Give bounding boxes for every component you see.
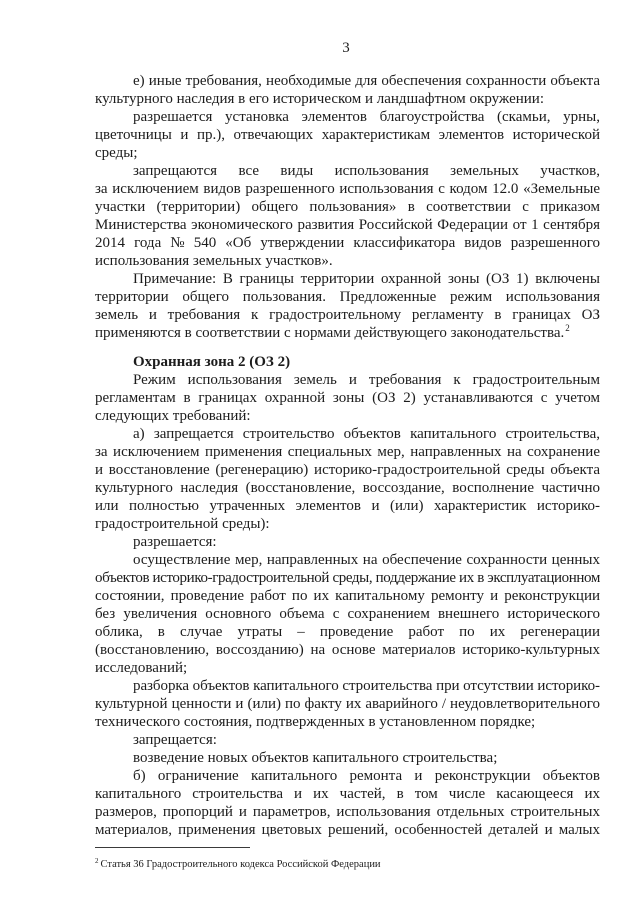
paragraph-note [95, 270, 600, 342]
text-line: применяются в соответствии с нормами действующего законодательства.$^2$ [95, 323, 570, 341]
paragraph-new-construction [95, 749, 600, 767]
text-line: разрешается установка элементов благоустройства (скамьи, урны, [133, 109, 600, 125]
section-heading: Охранная зона 2 (ОЗ 2) [133, 354, 291, 370]
text-line: без увеличения основного объема с сохранением внешнего исторического [95, 606, 600, 622]
footnote-divider [95, 847, 250, 848]
footnote [95, 858, 381, 872]
text-line: градостроительной среды): [95, 516, 270, 532]
text-line: размеров, пропорций и параметров, использования отдельных строительных [95, 804, 600, 820]
text-line: за исключением применения специальных мер, направленных на сохранение [95, 444, 600, 460]
text-line: запрещается: [133, 732, 217, 748]
text-line: объектов историко-градостроительной среды, поддержание их в эксплуатационном [95, 570, 600, 586]
text-line: культурного наследия (восстановление, воссоздание, восполнение частично [95, 480, 600, 496]
paragraph-allowed-label [95, 533, 600, 551]
text-line: б) ограничение капитального ремонта и реконструкции объектов [133, 768, 600, 784]
page-number: 3 [342, 40, 350, 56]
text-line: среды; [95, 145, 138, 161]
paragraph-other-requirements [95, 72, 600, 108]
text-line: капитального строительства и их частей, в том числе касающееся их [95, 786, 600, 802]
text-line: исследований; [95, 660, 188, 676]
text-line: технического состояния, подтвержденных в установленном порядке; [95, 714, 536, 730]
text-line: территории общего пользования. Предложенные режим использования [95, 289, 600, 305]
text-line: земель и требования к градостроительному регламенту в границах ОЗ [95, 307, 600, 323]
body-text [95, 72, 600, 839]
footnote-marker: 2 [95, 857, 99, 865]
paragraph-preservation-measures [95, 551, 600, 677]
text-line: запрещаются все виды использования земельных участков, [133, 163, 600, 179]
paragraph-demolition [95, 677, 600, 731]
footnote-text: Статья 36 Градостроительного кодекса Российской Федерации [100, 859, 381, 870]
text-line: 2014 года № 540 «Об утверждении классификатора видов разрешенного [95, 235, 600, 251]
text-line: облика, в случае утраты – проведение работ по их регенерации [95, 624, 600, 640]
text-line: культурного наследия в его историческом и ландшафтном окружении: [95, 91, 544, 107]
text-line: и восстановление (регенерацию) историко-градостроительной среды объекта [95, 462, 600, 478]
text-line: Министерства экономического развития Российской Федерации от 1 сентября [95, 217, 600, 233]
text-line: использования земельных участков». [95, 253, 333, 269]
text-line: разрешается: [133, 534, 217, 550]
footnote-reference: 2 [565, 323, 570, 333]
text-line: участки (территории) общего пользования» в соответствии с приказом [95, 199, 600, 215]
text-line: разборка объектов капитального строительства при отсутствии историко- [133, 678, 600, 694]
text-line: е) иные требования, необходимые для обеспечения сохранности объекта [133, 73, 600, 89]
text-line: культурной ценности и (или) по факту их аварийного / неудовлетворительного [95, 696, 600, 712]
text-line: а) запрещается строительство объектов капитального строительства, [133, 426, 600, 442]
text-line: или полностью утраченных элементов и (или) характеристик историко- [95, 498, 600, 514]
paragraph-allowed-landscaping [95, 108, 600, 162]
text-line: осуществление мер, направленных на обеспечение сохранности ценных [133, 552, 600, 568]
text-line: состоянии, проведение работ по их капитальному ремонту и реконструкции [95, 588, 600, 604]
text-line: материалов, применения цветовых решений, особенностей деталей и малых [95, 822, 600, 838]
text-line: Примечание: В границы территории охранной зоны (ОЗ 1) включены [133, 271, 600, 287]
text-line: Режим использования земель и требования к градостроительным [133, 372, 600, 388]
text-line: возведение новых объектов капитального строительства; [133, 750, 498, 766]
paragraph-zone-2-intro [95, 371, 600, 425]
paragraph-item-b [95, 767, 600, 839]
text-line: (восстановлению, воссозданию) на основе материалов историко-культурных [95, 642, 600, 658]
text-line: за исключением видов разрешенного использования с кодом 12.0 «Земельные [95, 181, 600, 197]
text-line: следующих требований: [95, 408, 251, 424]
paragraph-item-a [95, 425, 600, 533]
text-line: цветочницы и пр.), отвечающих характеристикам элементов исторической [95, 127, 600, 143]
paragraph-prohibited-label [95, 731, 600, 749]
paragraph-prohibited-land-use [95, 162, 600, 270]
text-line: регламентам в границах охранной зоны (ОЗ 2) устанавливаются с учетом [95, 390, 600, 406]
